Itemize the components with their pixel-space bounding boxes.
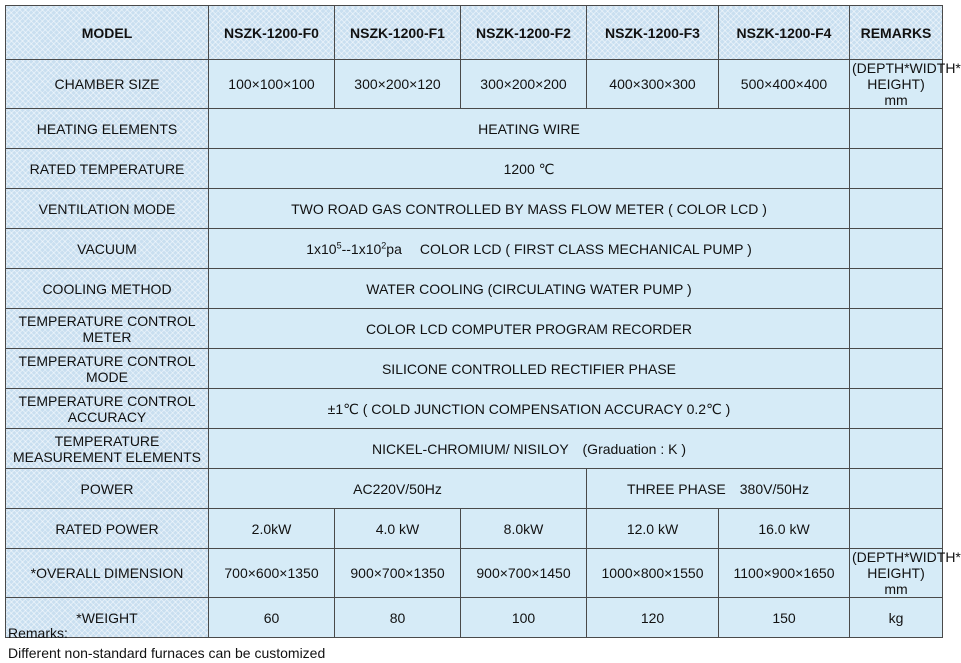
model-f0-header: NSZK-1200-F0 [209, 6, 335, 60]
temp-control-mode-row [6, 349, 943, 389]
temp-control-meter-row [6, 309, 943, 349]
overall-dimension-remark [850, 549, 961, 598]
temp-control-accuracy-value: ±1℃ ( COLD JUNCTION COMPENSATION ACCURACY 0.2℃ ) [209, 389, 850, 429]
overall-dimension-f1: 900×700×1350 [335, 549, 461, 598]
temp-control-meter-remark [850, 309, 943, 349]
weight-f2: 100 [461, 598, 587, 638]
header-row [6, 6, 943, 60]
weight-f4: 150 [719, 598, 850, 638]
model-f2-header: NSZK-1200-F2 [461, 6, 587, 60]
vacuum-value [209, 229, 850, 269]
heating-elements-remark [850, 109, 943, 149]
heating-elements-value: HEATING WIRE [209, 109, 850, 149]
model-f3-header: NSZK-1200-F3 [587, 6, 719, 60]
heating-elements-label: HEATING ELEMENTS [6, 109, 209, 149]
temp-control-accuracy-row [6, 389, 943, 429]
temp-measurement-label [6, 429, 209, 469]
power-remark [850, 469, 943, 509]
overall-dimension-remark-line1: (DEPTH*WIDTH* [852, 549, 961, 565]
vacuum-remark [850, 229, 943, 269]
chamber-size-label: CHAMBER SIZE [6, 60, 209, 109]
overall-dimension-f4: 1100×900×1650 [719, 549, 850, 598]
model-f4-header: NSZK-1200-F4 [719, 6, 850, 60]
temp-control-accuracy-label [6, 389, 209, 429]
chamber-size-remark-line2: HEIGHT) mm [867, 76, 939, 108]
temp-control-meter-label-line2: METER [82, 328, 132, 345]
rated-temperature-label: RATED TEMPERATURE [6, 149, 209, 189]
temp-measurement-label-line1: TEMPERATURE [54, 432, 160, 449]
remarks-header: REMARKS [850, 6, 943, 60]
remarks-footer [8, 623, 325, 663]
temp-measurement-row [6, 429, 943, 469]
vacuum-label: VACUUM [6, 229, 209, 269]
temp-control-accuracy-remark [850, 389, 943, 429]
vacuum-base: 1x10 [306, 240, 337, 257]
vacuum-row [6, 229, 943, 269]
rated-power-f0: 2.0kW [209, 509, 335, 549]
chamber-size-f1: 300×200×120 [335, 60, 461, 109]
rated-temperature-value: 1200 ℃ [209, 149, 850, 189]
overall-dimension-f3: 1000×800×1550 [587, 549, 719, 598]
rated-power-f2: 8.0kW [461, 509, 587, 549]
cooling-method-remark [850, 269, 943, 309]
chamber-size-f4: 500×400×400 [719, 60, 850, 109]
overall-dimension-row [6, 549, 943, 598]
chamber-size-row [6, 60, 943, 109]
overall-dimension-f0: 700×600×1350 [209, 549, 335, 598]
vacuum-unit: pa [386, 240, 402, 257]
overall-dimension-f2: 900×700×1450 [461, 549, 587, 598]
temp-control-mode-remark [850, 349, 943, 389]
rated-temperature-row [6, 149, 943, 189]
ventilation-mode-label: VENTILATION MODE [6, 189, 209, 229]
chamber-size-f3: 400×300×300 [587, 60, 719, 109]
model-header: MODEL [6, 6, 209, 60]
rated-power-f4: 16.0 kW [719, 509, 850, 549]
temp-control-accuracy-label-line1: TEMPERATURE CONTROL [18, 392, 196, 409]
vacuum-exponent-1: 5 [336, 239, 342, 250]
weight-f1: 80 [335, 598, 461, 638]
vacuum-exponent-2: 2 [381, 239, 387, 250]
chamber-size-remark-line1: (DEPTH*WIDTH* [852, 60, 961, 76]
power-three-phase: THREE PHASE 380V/50Hz [587, 469, 850, 509]
remarks-title: Remarks: [8, 625, 68, 641]
weight-label: *WEIGHT [6, 598, 209, 638]
weight-f0: 60 [209, 598, 335, 638]
power-single-phase: AC220V/50Hz [209, 469, 587, 509]
ventilation-mode-value: TWO ROAD GAS CONTROLLED BY MASS FLOW METER ( COLOR LCD ) [209, 189, 850, 229]
rated-power-f1: 4.0 kW [335, 509, 461, 549]
temp-control-mode-label-line2: MODE [86, 368, 128, 385]
cooling-method-label: COOLING METHOD [6, 269, 209, 309]
temp-control-mode-label-line1: TEMPERATURE CONTROL [18, 352, 196, 369]
temp-control-accuracy-label-line2: ACCURACY [67, 408, 147, 425]
rated-power-remark [850, 509, 943, 549]
temp-measurement-label-line2: MEASUREMENT ELEMENTS [13, 448, 201, 465]
chamber-size-f2: 300×200×200 [461, 60, 587, 109]
power-label: POWER [6, 469, 209, 509]
cooling-method-value: WATER COOLING (CIRCULATING WATER PUMP ) [209, 269, 850, 309]
remarks-note: Different non-standard furnaces can be customized [8, 645, 326, 661]
spec-table [5, 5, 961, 638]
overall-dimension-remark-line2: HEIGHT) mm [867, 565, 939, 597]
rated-power-row [6, 509, 943, 549]
rated-temperature-remark [850, 149, 943, 189]
temp-control-meter-value: COLOR LCD COMPUTER PROGRAM RECORDER [209, 309, 850, 349]
heating-elements-row [6, 109, 943, 149]
ventilation-mode-remark [850, 189, 943, 229]
rated-power-f3: 12.0 kW [587, 509, 719, 549]
ventilation-mode-row [6, 189, 943, 229]
chamber-size-f0: 100×100×100 [209, 60, 335, 109]
rated-power-label: RATED POWER [6, 509, 209, 549]
vacuum-separator: --1x10 [341, 240, 382, 257]
model-f1-header: NSZK-1200-F1 [335, 6, 461, 60]
temp-control-mode-value: SILICONE CONTROLLED RECTIFIER PHASE [209, 349, 850, 389]
power-row [6, 469, 943, 509]
spec-table-container [5, 5, 961, 638]
cooling-method-row [6, 269, 943, 309]
weight-f3: 120 [587, 598, 719, 638]
temp-control-meter-label [6, 309, 209, 349]
temp-control-meter-label-line1: TEMPERATURE CONTROL [18, 312, 196, 329]
weight-remark: kg [850, 598, 943, 638]
chamber-size-remark [850, 60, 961, 109]
temp-measurement-value: NICKEL-CHROMIUM/ NISILOY (Graduation : K ) [209, 429, 850, 469]
vacuum-description: COLOR LCD ( FIRST CLASS MECHANICAL PUMP ) [419, 240, 752, 257]
temp-control-mode-label [6, 349, 209, 389]
overall-dimension-label: *OVERALL DIMENSION [6, 549, 209, 598]
temp-measurement-remark [850, 429, 943, 469]
